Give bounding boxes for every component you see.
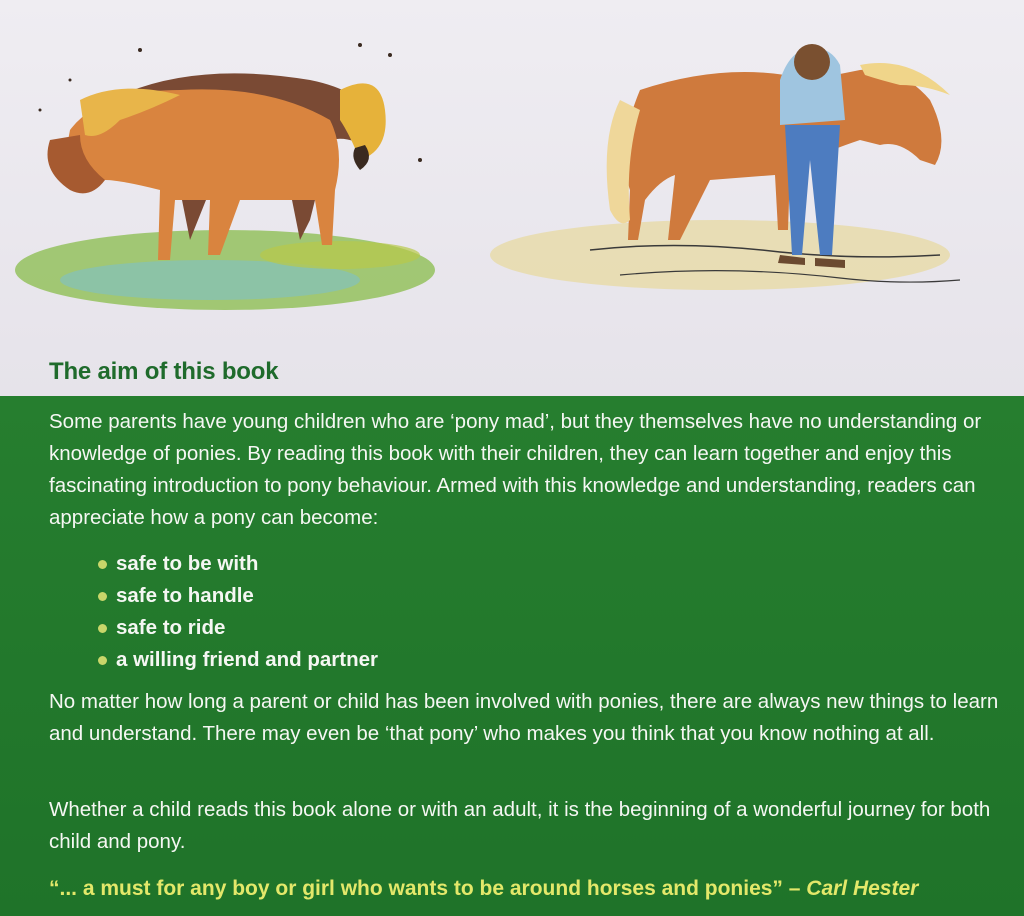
list-item-text: safe to handle xyxy=(116,584,254,607)
endorsement-quote xyxy=(49,874,918,904)
list-item xyxy=(98,612,378,644)
list-item-text: a willing friend and partner xyxy=(116,648,378,671)
experience-paragraph: No matter how long a parent or child has been involved with ponies, there are always new things to learn and understand. There may even be ‘that pony’ who makes you think that you know nothing at all. xyxy=(49,690,999,745)
grazing-ponies-illustration xyxy=(10,40,440,330)
description-panel xyxy=(0,396,1024,916)
illustration-area xyxy=(0,0,1024,396)
list-item xyxy=(98,644,378,676)
list-item-text: safe to be with xyxy=(116,552,259,575)
list-item xyxy=(98,548,378,580)
journey-paragraph: Whether a child reads this book alone or with an adult, it is the beginning of a wonderful journey for both child and pony. xyxy=(49,798,991,853)
section-heading: The aim of this book xyxy=(49,358,279,385)
bullet-dot-icon xyxy=(98,624,107,633)
quote-author: Carl Hester xyxy=(806,877,919,900)
child-hugging-pony-illustration xyxy=(480,40,980,320)
list-item-text: safe to ride xyxy=(116,616,226,639)
list-item xyxy=(98,580,378,612)
bullet-dot-icon xyxy=(98,656,107,665)
benefits-list xyxy=(98,548,378,676)
quote-text: “... a must for any boy or girl who wants to be around horses and ponies” – xyxy=(49,877,801,900)
intro-paragraph: Some parents have young children who are ‘pony mad’, but they themselves have no understanding or knowledge of ponies. By reading this book with their children, they can learn together and enjoy this fascinating introduction to pony behaviour. Armed with this knowledge and understanding, readers can appreciate how a pony can become: xyxy=(49,410,982,529)
bullet-dot-icon xyxy=(98,560,107,569)
bullet-dot-icon xyxy=(98,592,107,601)
